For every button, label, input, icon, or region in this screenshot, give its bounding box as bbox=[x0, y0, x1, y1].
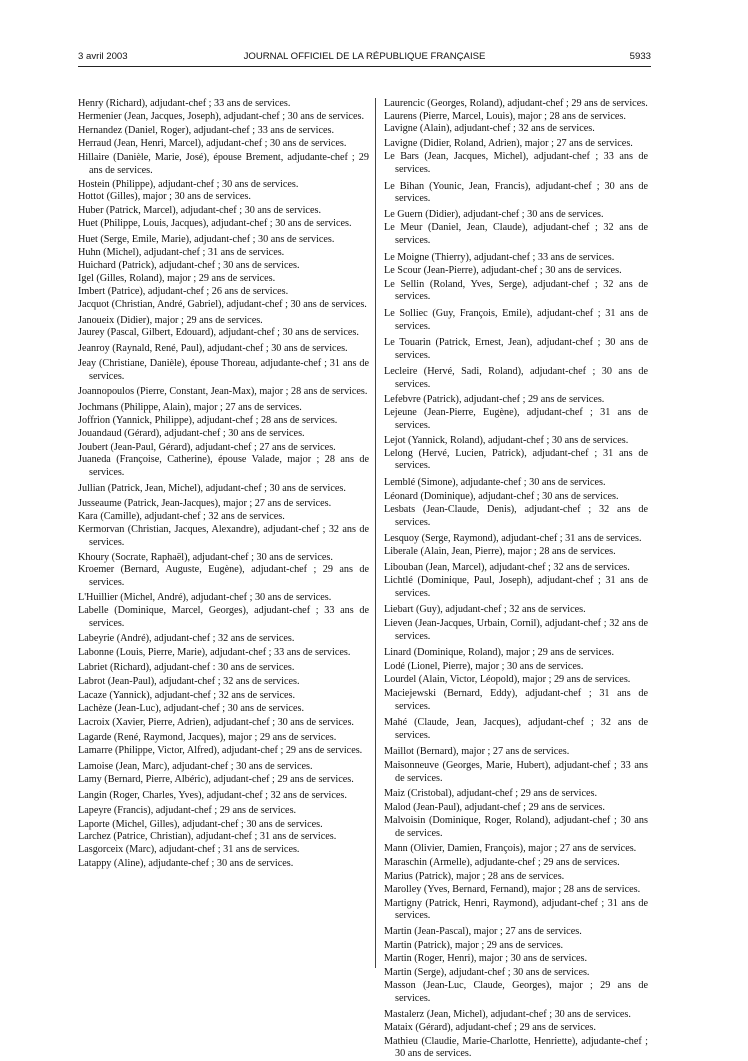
list-item: Labriet (Richard), adjudant-chef : 30 ans de services. bbox=[78, 662, 295, 674]
list-item: Kroemer (Bernard, Auguste, Eugène), adjudant-chef ; 29 ans de services. bbox=[78, 564, 369, 588]
list-item: Liebart (Guy), adjudant-chef ; 32 ans de services. bbox=[384, 604, 586, 616]
list-item: Mann (Olivier, Damien, François), major ; 27 ans de services. bbox=[384, 843, 637, 855]
list-item: Lagarde (René, Raymond, Jacques), major ; 29 ans de services. bbox=[78, 732, 337, 744]
right-column bbox=[384, 98, 648, 1061]
list-item: Malod (Jean-Paul), adjudant-chef ; 29 ans de services. bbox=[384, 801, 605, 813]
list-item: Jouandaud (Gérard), adjudant-chef ; 30 ans de services. bbox=[78, 428, 305, 440]
list-item: Jaurey (Pascal, Gilbert, Edouard), adjudant-chef ; 30 ans de services. bbox=[78, 327, 359, 339]
list-item: Lichtlé (Dominique, Paul, Joseph), adjudant-chef ; 31 ans de services. bbox=[384, 575, 648, 599]
list-item: Kara (Camille), adjudant-chef ; 32 ans de services. bbox=[78, 510, 285, 522]
list-item: Lejeune (Jean-Pierre, Eugène), adjudant-chef ; 31 ans de services. bbox=[384, 407, 648, 431]
list-item: Maillot (Bernard), major ; 27 ans de services. bbox=[384, 746, 570, 758]
left-column bbox=[78, 98, 369, 870]
list-item: Lodé (Lionel, Pierre), major ; 30 ans de services. bbox=[384, 660, 584, 672]
list-item: Labonne (Louis, Pierre, Marie), adjudant-chef ; 33 ans de services. bbox=[78, 646, 351, 658]
list-item: Martin (Patrick), major ; 29 ans de services. bbox=[384, 939, 564, 951]
list-item: Marolley (Yves, Bernard, Fernand), major ; 28 ans de services. bbox=[384, 884, 641, 896]
list-item: Masson (Jean-Luc, Claude, Georges), major ; 29 ans de services. bbox=[384, 980, 648, 1004]
list-item: Lacroix (Xavier, Pierre, Adrien), adjudant-chef ; 30 ans de services. bbox=[78, 716, 354, 728]
list-item: Hostein (Philippe), adjudant-chef ; 30 ans de services. bbox=[78, 178, 299, 190]
list-item: Léonard (Dominique), adjudant-chef ; 30 ans de services. bbox=[384, 490, 619, 502]
list-item: Le Solliec (Guy, François, Emile), adjudant-chef ; 31 ans de services. bbox=[384, 307, 648, 332]
header-title: JOURNAL OFFICIEL DE LA RÉPUBLIQUE FRANÇAISE bbox=[243, 51, 486, 62]
list-item: Larchez (Patrice, Christian), adjudant-chef ; 31 ans de services. bbox=[78, 831, 337, 843]
list-item: Huet (Serge, Emile, Marie), adjudant-chef ; 30 ans de services. bbox=[78, 233, 335, 245]
header-rule bbox=[78, 66, 651, 67]
list-item: Lapeyre (Francis), adjudant-chef ; 29 ans de services. bbox=[78, 805, 297, 817]
list-item: Labelle (Dominique, Marcel, Georges), adjudant-chef ; 33 ans de services. bbox=[78, 604, 369, 629]
list-item: Le Scour (Jean-Pierre), adjudant-chef ; 30 ans de services. bbox=[384, 265, 622, 277]
list-item: Le Guern (Didier), adjudant-chef ; 30 ans de services. bbox=[384, 208, 604, 220]
list-item: Le Sellin (Roland, Yves, Serge), adjudant-chef ; 32 ans de services. bbox=[384, 278, 648, 303]
list-item: Le Touarin (Patrick, Ernest, Jean), adjudant-chef ; 30 ans de services. bbox=[384, 337, 648, 361]
list-item: Lemblé (Simone), adjudante-chef ; 30 ans de services. bbox=[384, 477, 606, 489]
list-item: Lasgorceix (Marc), adjudant-chef ; 31 ans de services. bbox=[78, 844, 300, 856]
list-item: Mathieu (Claudie, Marie-Charlotte, Henriette), adjudante-chef ; 30 ans de services. bbox=[384, 1035, 648, 1060]
list-item: Lefebvre (Patrick), adjudant-chef ; 29 ans de services. bbox=[384, 394, 605, 406]
list-item: Maisonneuve (Georges, Marie, Hubert), adjudant-chef ; 33 ans de services. bbox=[384, 759, 648, 784]
list-item: Latappy (Aline), adjudante-chef ; 30 ans de services. bbox=[78, 857, 294, 869]
list-item: Maiz (Cristobal), adjudant-chef ; 29 ans de services. bbox=[384, 788, 598, 800]
list-item: Joubert (Jean-Paul, Gérard), adjudant-chef ; 27 ans de services. bbox=[78, 441, 336, 453]
list-item: Joffrion (Yannick, Philippe), adjudant-chef ; 28 ans de services. bbox=[78, 414, 338, 426]
list-item: Henry (Richard), adjudant-chef ; 33 ans de services. bbox=[78, 98, 291, 109]
list-item: Le Bihan (Younic, Jean, Francis), adjudant-chef ; 30 ans de services. bbox=[384, 180, 648, 205]
list-item: Martin (Roger, Henri), major ; 30 ans de services. bbox=[384, 953, 587, 965]
list-item: Labrot (Jean-Paul), adjudant-chef ; 32 ans de services. bbox=[78, 675, 300, 687]
list-item: Laporte (Michel, Gilles), adjudant-chef ; 30 ans de services. bbox=[78, 818, 323, 830]
list-item: Lesbats (Jean-Claude, Denis), adjudant-chef ; 32 ans de services. bbox=[384, 504, 648, 528]
list-item: Laurencic (Georges, Roland), adjudant-chef ; 29 ans de services. bbox=[384, 98, 648, 109]
list-item: Lavigne (Alain), adjudant-chef ; 32 ans de services. bbox=[384, 123, 595, 135]
list-item: Jeay (Christiane, Danièle), épouse Thoreau, adjudante-chef ; 31 ans de services. bbox=[78, 358, 369, 382]
list-item: Lecleire (Hervé, Sadi, Roland), adjudant-chef ; 30 ans de services. bbox=[384, 366, 648, 390]
list-item: Mataix (Gérard), adjudant-chef ; 29 ans de services. bbox=[384, 1022, 596, 1034]
list-item: Mastalerz (Jean, Michel), adjudant-chef ; 30 ans de services. bbox=[384, 1008, 631, 1020]
list-item: Lesquoy (Serge, Raymond), adjudant-chef ; 31 ans de services. bbox=[384, 533, 642, 545]
list-item: Kermorvan (Christian, Jacques, Alexandre), adjudant-chef ; 32 ans de services. bbox=[78, 524, 369, 548]
list-item: Lavigne (Didier, Roland, Adrien), major ; 27 ans de services. bbox=[384, 137, 633, 149]
list-item: L'Huillier (Michel, André), adjudant-chef ; 30 ans de services. bbox=[78, 592, 332, 604]
list-item: Lieven (Jean-Jacques, Urbain, Cornil), adjudant-chef ; 32 ans de services. bbox=[384, 617, 648, 642]
list-item: Jacquot (Christian, André, Gabriel), adjudant-chef ; 30 ans de services. bbox=[78, 298, 367, 310]
list-item: Hermenier (Jean, Jacques, Joseph), adjudant-chef ; 30 ans de services. bbox=[78, 110, 364, 122]
list-item: Maraschin (Armelle), adjudante-chef ; 29 ans de services. bbox=[384, 857, 620, 869]
list-item: Le Bars (Jean, Jacques, Michel), adjudant-chef ; 33 ans de services. bbox=[384, 151, 648, 175]
header-page-number: 5933 bbox=[629, 51, 651, 62]
list-item: Lejot (Yannick, Roland), adjudant-chef ; 30 ans de services. bbox=[384, 435, 629, 447]
list-item: Jusseaume (Patrick, Jean-Jacques), major ; 27 ans de services. bbox=[78, 498, 332, 510]
list-item: Martin (Jean-Pascal), major ; 27 ans de services. bbox=[384, 926, 582, 938]
list-item: Lamy (Bernard, Pierre, Albéric), adjudant-chef ; 29 ans de services. bbox=[78, 774, 354, 786]
list-item: Juaneda (Françoise, Catherine), épouse Valade, major ; 28 ans de services. bbox=[78, 454, 369, 479]
list-item: Libouban (Jean, Marcel), adjudant-chef ; 32 ans de services. bbox=[384, 561, 630, 573]
list-item: Le Moigne (Thierry), adjudant-chef ; 33 ans de services. bbox=[384, 251, 615, 263]
list-item: Jochmans (Philippe, Alain), major ; 27 ans de services. bbox=[78, 402, 302, 414]
list-item: Imbert (Patrice), adjudant-chef ; 26 ans de services. bbox=[78, 286, 289, 298]
list-item: Lachèze (Jean-Luc), adjudant-chef ; 30 ans de services. bbox=[78, 703, 304, 715]
list-item: Huhn (Michel), adjudant-chef ; 31 ans de services. bbox=[78, 246, 285, 258]
list-item: Huber (Patrick, Marcel), adjudant-chef ; 30 ans de services. bbox=[78, 204, 321, 216]
list-item: Linard (Dominique, Roland), major ; 29 ans de services. bbox=[384, 647, 615, 659]
page-header bbox=[78, 51, 651, 65]
list-item: Khoury (Socrate, Raphaël), adjudant-chef ; 30 ans de services. bbox=[78, 551, 333, 563]
list-item: Lamarre (Philippe, Victor, Alfred), adjudant-chef ; 29 ans de services. bbox=[78, 744, 363, 756]
list-item: Malvoisin (Dominique, Roger, Roland), adjudant-chef ; 30 ans de services. bbox=[384, 815, 648, 839]
list-item: Lelong (Hervé, Lucien, Patrick), adjudant-chef ; 31 ans de services. bbox=[384, 447, 648, 472]
list-item: Hottot (Gilles), major ; 30 ans de services. bbox=[78, 191, 251, 203]
list-item: Hernandez (Daniel, Roger), adjudant-chef ; 33 ans de services. bbox=[78, 125, 334, 137]
list-item: Janoueix (Didier), major ; 29 ans de services. bbox=[78, 314, 263, 326]
list-item: Maciejewski (Bernard, Eddy), adjudant-chef ; 31 ans de services. bbox=[384, 687, 648, 712]
list-item: Jeanroy (Raynald, René, Paul), adjudant-chef ; 30 ans de services. bbox=[78, 342, 348, 354]
list-item: Liberale (Alain, Jean, Pierre), major ; 28 ans de services. bbox=[384, 546, 616, 557]
list-item: Lourdel (Alain, Victor, Léopold), major ; 29 ans de services. bbox=[384, 674, 631, 686]
list-item: Laurens (Pierre, Marcel, Louis), major ; 28 ans de services. bbox=[384, 110, 626, 122]
list-item: Jullian (Patrick, Jean, Michel), adjudant-chef ; 30 ans de services. bbox=[78, 482, 346, 494]
list-item: Martigny (Patrick, Henri, Raymond), adjudant-chef ; 31 ans de services. bbox=[384, 897, 648, 922]
list-item: Mahé (Claude, Jean, Jacques), adjudant-chef ; 32 ans de services. bbox=[384, 717, 648, 741]
header-date: 3 avril 2003 bbox=[78, 51, 128, 62]
list-item: Joannopoulos (Pierre, Constant, Jean-Max), major ; 28 ans de services. bbox=[78, 386, 368, 398]
list-item: Igel (Gilles, Roland), major ; 29 ans de services. bbox=[78, 272, 276, 284]
list-item: Lacaze (Yannick), adjudant-chef ; 32 ans de services. bbox=[78, 689, 296, 701]
list-item: Labeyrie (André), adjudant-chef ; 32 ans de services. bbox=[78, 633, 295, 645]
list-item: Martin (Serge), adjudant-chef ; 30 ans de services. bbox=[384, 966, 590, 978]
list-item: Huet (Philippe, Louis, Jacques), adjudant-chef ; 30 ans de services. bbox=[78, 218, 352, 230]
list-item: Huichard (Patrick), adjudant-chef ; 30 ans de services. bbox=[78, 260, 300, 272]
list-item: Le Meur (Daniel, Jean, Claude), adjudant-chef ; 32 ans de services. bbox=[384, 222, 648, 246]
column-divider bbox=[375, 98, 376, 968]
list-item: Herraud (Jean, Henri, Marcel), adjudant-chef ; 30 ans de services. bbox=[78, 137, 347, 149]
list-item: Lamoise (Jean, Marc), adjudant-chef ; 30 ans de services. bbox=[78, 760, 313, 772]
list-item: Hillaire (Danièle, Marie, José), épouse Brement, adjudante-chef ; 29 ans de services. bbox=[78, 152, 369, 176]
list-item: Marius (Patrick), major ; 28 ans de services. bbox=[384, 870, 565, 882]
list-item: Langin (Roger, Charles, Yves), adjudant-chef ; 32 ans de services. bbox=[78, 789, 347, 801]
